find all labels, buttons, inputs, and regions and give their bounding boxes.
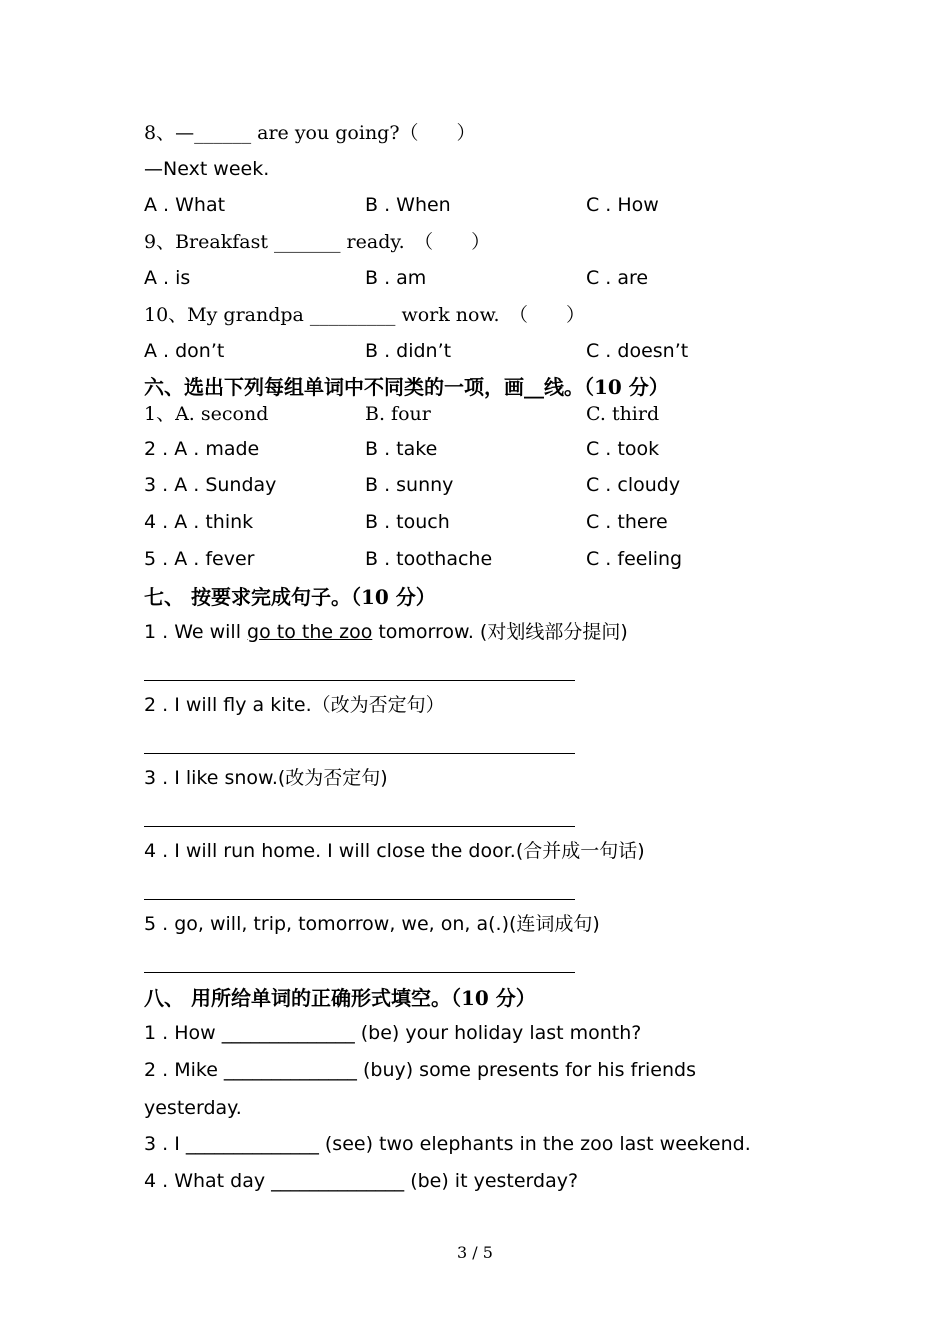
section6-title: 六、选出下列每组单词中不同类的一项，画__线。（10 分）: [144, 375, 669, 399]
q8-option-c: C . How: [586, 194, 659, 216]
s7-q3: 3 . I like snow.(改为否定句): [144, 767, 388, 789]
s6-row2-b: B . take: [365, 438, 438, 460]
s7-q4-answer-line[interactable]: [144, 899, 575, 900]
s7-q1-post: tomorrow. (对划线部分提问): [372, 621, 628, 643]
s6-row5-a: 5 . A . fever: [144, 548, 255, 570]
q10-option-a: A . don’t: [144, 340, 225, 362]
s8-q2-line1: 2 . Mike ______________ (buy) some presents for his friends: [144, 1059, 697, 1081]
s6-row1-c: C. third: [586, 403, 660, 425]
q10-option-b: B . didn’t: [365, 340, 452, 362]
q9-option-b: B . am: [365, 267, 427, 289]
q10-stem: 10、My grandpa _________ work now. （ ）: [144, 304, 586, 326]
q10-option-c: C . doesn’t: [586, 340, 689, 362]
s8-q3: 3 . I ______________ (see) two elephants in the zoo last weekend.: [144, 1133, 751, 1155]
s7-q3-answer-line[interactable]: [144, 826, 575, 827]
s6-row4-b: B . touch: [365, 511, 450, 533]
s7-q4: 4 . I will run home. I will close the door.(合并成一句话): [144, 840, 645, 862]
q9-stem: 9、Breakfast _______ ready. （ ）: [144, 231, 491, 253]
s6-row1-b: B. four: [365, 403, 431, 425]
q9-option-a: A . is: [144, 267, 191, 289]
s7-q1-underlined: go to the zoo: [247, 621, 373, 643]
s6-row2-c: C . took: [586, 438, 660, 460]
s7-q2: 2 . I will fly a kite.（改为否定句）: [144, 694, 445, 716]
page-number: 3 / 5: [457, 1243, 493, 1262]
section8-title: 八、 用所给单词的正确形式填空。（10 分）: [144, 986, 536, 1010]
s6-row4-c: C . there: [586, 511, 668, 533]
s7-q1-answer-line[interactable]: [144, 680, 575, 681]
s6-row4-a: 4 . A . think: [144, 511, 254, 533]
s7-q2-answer-line[interactable]: [144, 753, 575, 754]
q9-option-c: C . are: [586, 267, 649, 289]
s6-row5-b: B . toothache: [365, 548, 493, 570]
s6-row5-c: C . feeling: [586, 548, 683, 570]
s6-row1-a: 1、A. second: [144, 403, 269, 425]
q8-option-a: A . What: [144, 194, 226, 216]
q8-stem: 8、—______ are you going?（ ）: [144, 122, 476, 144]
s7-q5-answer-line[interactable]: [144, 972, 575, 973]
s8-q1: 1 . How ______________ (be) your holiday last month?: [144, 1022, 642, 1044]
s6-row3-a: 3 . A . Sunday: [144, 474, 277, 496]
q8-option-b: B . When: [365, 194, 451, 216]
s8-q4: 4 . What day ______________ (be) it yesterday?: [144, 1170, 579, 1192]
s7-q1: [144, 620, 628, 644]
section7-title: 七、 按要求完成句子。（10 分）: [144, 585, 436, 609]
s6-row3-b: B . sunny: [365, 474, 454, 496]
s7-q1-pre: 1 . We will: [144, 621, 248, 643]
s8-q2-line2: yesterday.: [144, 1097, 242, 1119]
q8-reply: —Next week.: [144, 158, 270, 180]
s7-q5: 5 . go, will, trip, tomorrow, we, on, a(.)(连词成句): [144, 913, 600, 935]
s6-row2-a: 2 . A . made: [144, 438, 260, 460]
s6-row3-c: C . cloudy: [586, 474, 681, 496]
